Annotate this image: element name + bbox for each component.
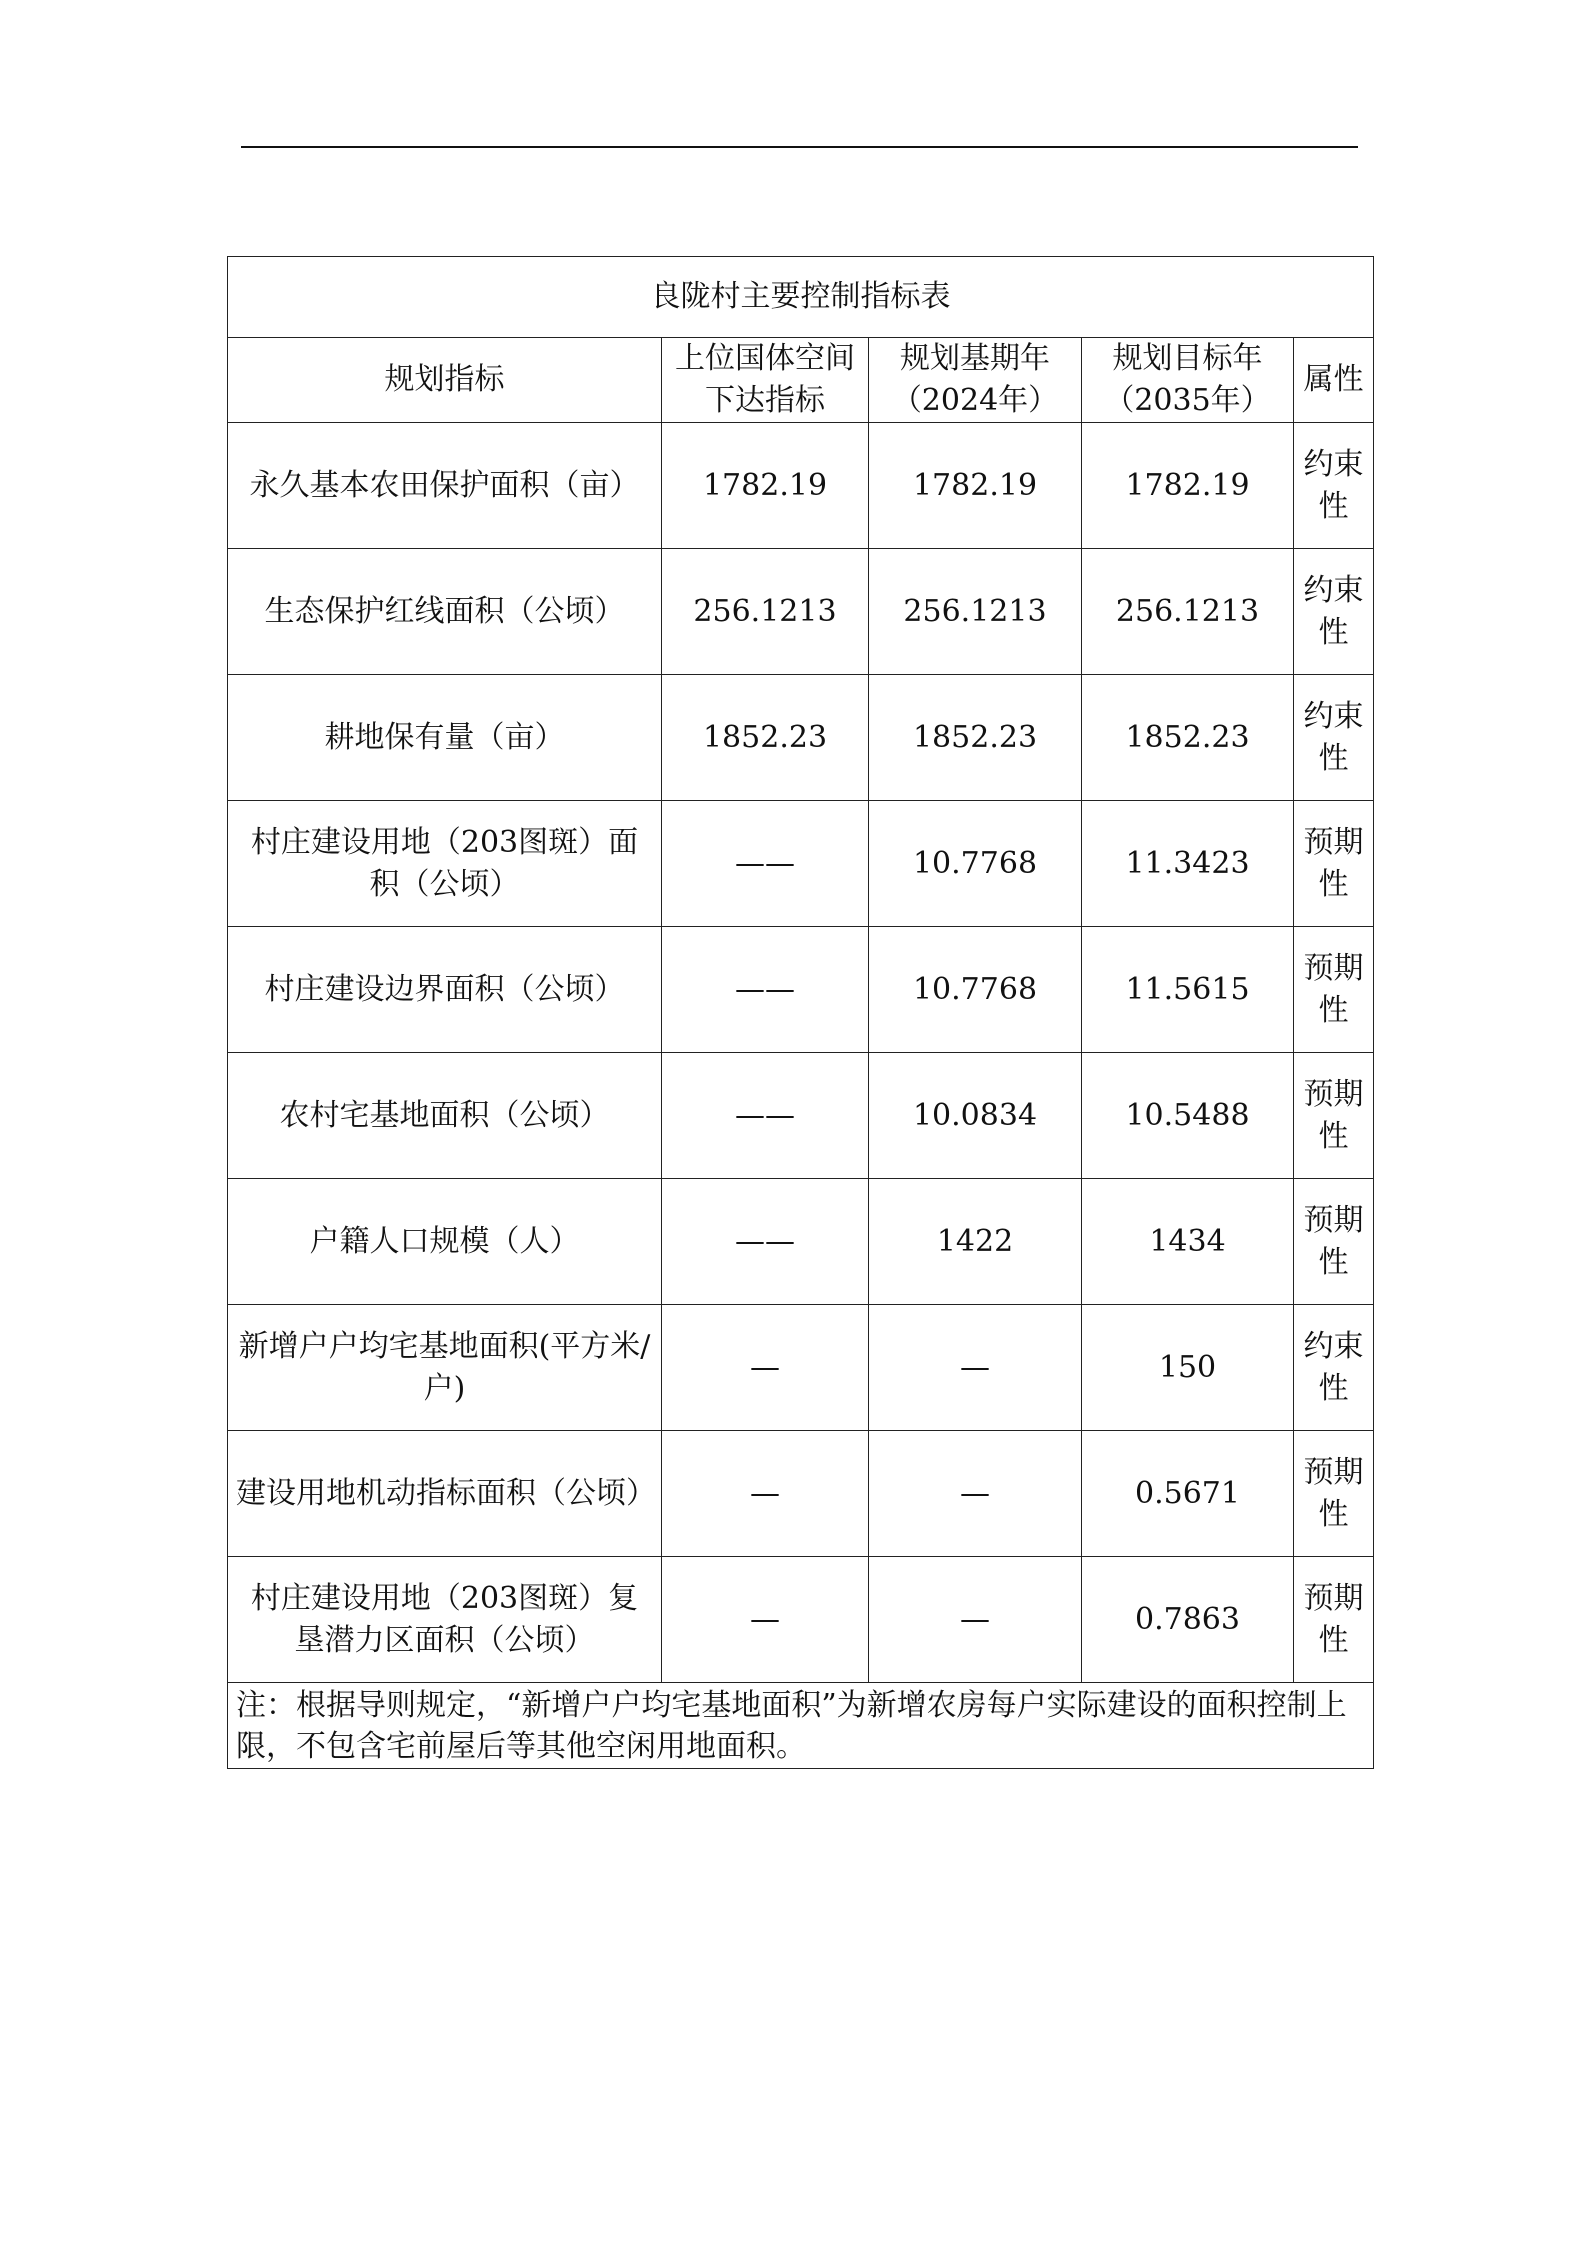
base-year-cell: — — [869, 1557, 1082, 1683]
upper-cell: — — [662, 1305, 869, 1431]
indicator-cell: 新增户户均宅基地面积(平方米/户) — [228, 1305, 662, 1431]
target-year-cell: 0.7863 — [1082, 1557, 1294, 1683]
table-row — [228, 927, 1374, 1053]
upper-cell: 256.1213 — [662, 549, 869, 675]
upper-cell: 1782.19 — [662, 423, 869, 549]
table-note: 注：根据导则规定，“新增户户均宅基地面积”为新增农房每户实际建设的面积控制上限，不包含宅前屋后等其他空闲用地面积。 — [228, 1683, 1374, 1769]
table-row — [228, 1305, 1374, 1431]
attribute-cell: 预期性 — [1294, 1179, 1374, 1305]
indicator-cell: 户籍人口规模（人） — [228, 1179, 662, 1305]
indicator-cell: 永久基本农田保护面积（亩） — [228, 423, 662, 549]
target-year-cell: 11.3423 — [1082, 801, 1294, 927]
table-row — [228, 801, 1374, 927]
header-rule — [241, 146, 1358, 148]
table-title-row — [228, 257, 1374, 338]
target-year-cell: 1434 — [1082, 1179, 1294, 1305]
table-row — [228, 549, 1374, 675]
attribute-cell: 约束性 — [1294, 423, 1374, 549]
base-year-cell: 10.7768 — [869, 927, 1082, 1053]
attribute-cell: 约束性 — [1294, 675, 1374, 801]
upper-cell: —— — [662, 927, 869, 1053]
control-indicator-table — [227, 256, 1374, 1769]
upper-cell: —— — [662, 801, 869, 927]
target-year-cell: 0.5671 — [1082, 1431, 1294, 1557]
attribute-cell: 约束性 — [1294, 1305, 1374, 1431]
upper-cell: — — [662, 1557, 869, 1683]
table-title: 良陇村主要控制指标表 — [228, 257, 1374, 338]
table-row — [228, 1557, 1374, 1683]
target-year-cell: 256.1213 — [1082, 549, 1294, 675]
upper-cell: — — [662, 1431, 869, 1557]
table-row — [228, 1053, 1374, 1179]
upper-cell: —— — [662, 1053, 869, 1179]
table-row — [228, 675, 1374, 801]
base-year-cell: 1782.19 — [869, 423, 1082, 549]
attribute-cell: 预期性 — [1294, 927, 1374, 1053]
base-year-cell: 10.7768 — [869, 801, 1082, 927]
attribute-cell: 预期性 — [1294, 1431, 1374, 1557]
base-year-cell: — — [869, 1431, 1082, 1557]
base-year-cell: 256.1213 — [869, 549, 1082, 675]
attribute-cell: 预期性 — [1294, 1557, 1374, 1683]
table-row — [228, 1179, 1374, 1305]
note-row — [228, 1683, 1374, 1769]
indicator-cell: 村庄建设用地（203图斑）复垦潜力区面积（公顷） — [228, 1557, 662, 1683]
upper-cell: —— — [662, 1179, 869, 1305]
header-indicator: 规划指标 — [228, 338, 662, 423]
target-year-cell: 1782.19 — [1082, 423, 1294, 549]
target-year-cell: 10.5488 — [1082, 1053, 1294, 1179]
header-attribute: 属性 — [1294, 338, 1374, 423]
indicator-cell: 生态保护红线面积（公顷） — [228, 549, 662, 675]
attribute-cell: 预期性 — [1294, 1053, 1374, 1179]
base-year-cell: 10.0834 — [869, 1053, 1082, 1179]
target-year-cell: 11.5615 — [1082, 927, 1294, 1053]
table-row — [228, 423, 1374, 549]
indicator-cell: 建设用地机动指标面积（公顷） — [228, 1431, 662, 1557]
table-header-row — [228, 338, 1374, 423]
base-year-cell: — — [869, 1305, 1082, 1431]
table-row — [228, 1431, 1374, 1557]
indicator-cell: 农村宅基地面积（公顷） — [228, 1053, 662, 1179]
upper-cell: 1852.23 — [662, 675, 869, 801]
header-target-year: 规划目标年（2035年） — [1082, 338, 1294, 423]
header-upper: 上位国体空间下达指标 — [662, 338, 869, 423]
indicator-cell: 村庄建设用地（203图斑）面积（公顷） — [228, 801, 662, 927]
target-year-cell: 150 — [1082, 1305, 1294, 1431]
target-year-cell: 1852.23 — [1082, 675, 1294, 801]
indicator-cell: 村庄建设边界面积（公顷） — [228, 927, 662, 1053]
indicator-cell: 耕地保有量（亩） — [228, 675, 662, 801]
header-base-year: 规划基期年（2024年） — [869, 338, 1082, 423]
base-year-cell: 1422 — [869, 1179, 1082, 1305]
attribute-cell: 预期性 — [1294, 801, 1374, 927]
attribute-cell: 约束性 — [1294, 549, 1374, 675]
base-year-cell: 1852.23 — [869, 675, 1082, 801]
